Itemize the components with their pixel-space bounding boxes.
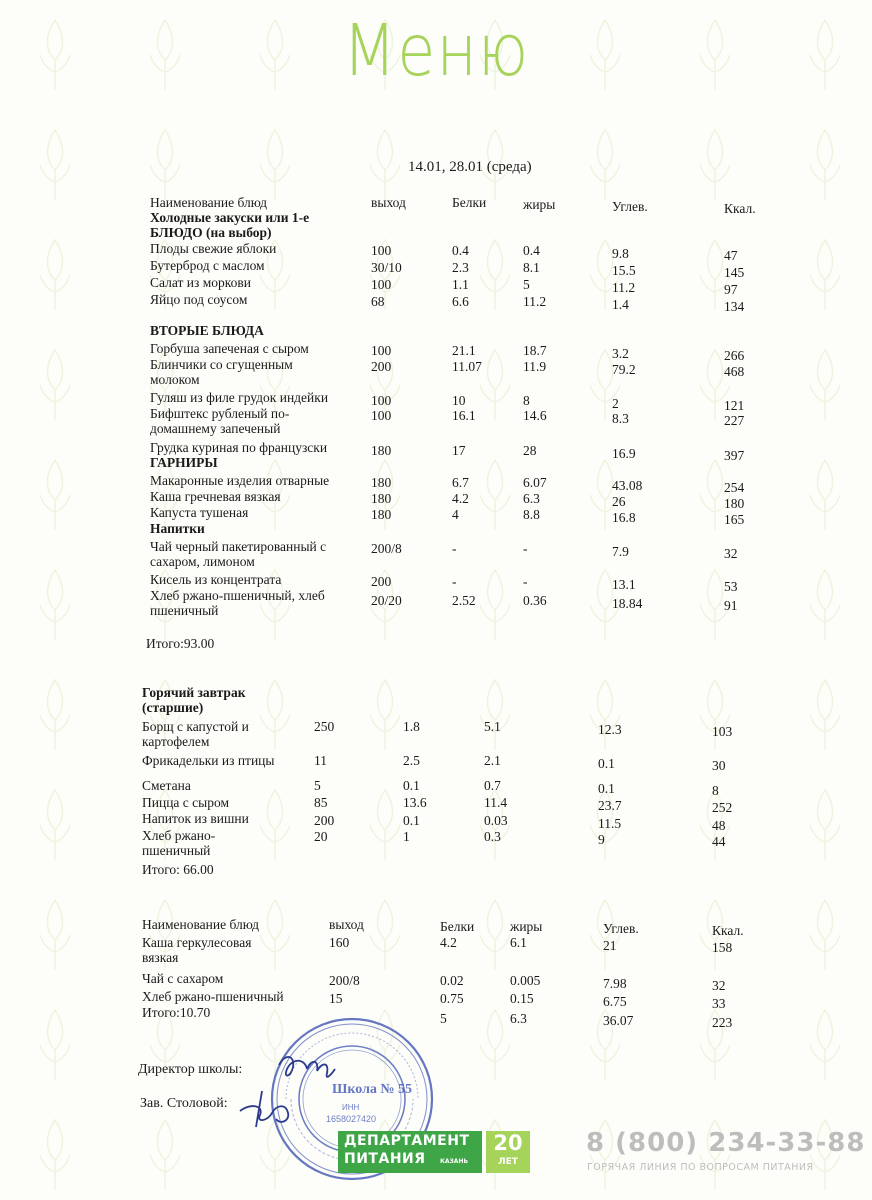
dish-name: пшеничный (142, 843, 211, 858)
dish-carbs: 9.8 (612, 246, 629, 261)
dish-kcal: 103 (712, 724, 733, 739)
dish-portion: 20/20 (371, 593, 402, 608)
dish-fat: 0.36 (523, 593, 547, 608)
dish-fat: 2.1 (484, 753, 501, 768)
dish-protein: 2.5 (403, 753, 420, 768)
dish-fat: 5.1 (484, 719, 501, 734)
dish-portion: 100 (371, 243, 392, 258)
department-logo (338, 1131, 534, 1173)
section-heading-hot-breakfast: Горячий завтрак (142, 685, 246, 700)
dish-fat: 18.7 (523, 343, 547, 358)
dish-name: Макаронные изделия отварные (150, 473, 330, 488)
dish-carbs: 0.1 (598, 781, 615, 796)
department-badge (338, 1131, 482, 1173)
section-heading-drinks: Напитки (150, 521, 205, 536)
dish-portion: 100 (371, 343, 392, 358)
department-name-line1: ДЕПАРТАМЕНТ (344, 1133, 470, 1149)
dish-kcal: 33 (712, 996, 726, 1011)
dish-name: Чай черный пакетированный с (150, 539, 327, 554)
dish-protein: 0.1 (403, 813, 420, 828)
dish-name: Салат из моркови (150, 275, 251, 290)
dish-name: Капуста тушеная (150, 505, 249, 520)
dish-protein: 0.75 (440, 991, 464, 1006)
dish-fat: - (523, 574, 528, 589)
dish-protein: - (452, 541, 457, 556)
dish-name: Бифштекс рубленый по- (150, 406, 290, 421)
dish-fat: 28 (523, 443, 537, 458)
section-heading-cold: БЛЮДО (на выбор) (150, 225, 272, 240)
dish-protein: 0.4 (452, 243, 469, 258)
dish-protein: 0.02 (440, 973, 464, 988)
dish-name: сахаром, лимоном (150, 554, 255, 569)
column-header-fat: жиры (510, 919, 543, 934)
column-header-carbs: Углев. (612, 199, 648, 214)
dish-carbs: 11.5 (598, 816, 622, 831)
dish-portion: 200 (314, 813, 335, 828)
dish-fat: 8.1 (523, 260, 540, 275)
section-heading-second: ВТОРЫЕ БЛЮДА (150, 323, 264, 338)
dish-fat: 0.3 (484, 829, 501, 844)
dish-name: Хлеб ржано-пшеничный, хлеб (150, 588, 325, 603)
dish-fat: 0.7 (484, 778, 501, 793)
column-header-carbs: Углев. (603, 921, 639, 936)
dish-carbs: 0.1 (598, 756, 615, 771)
dish-portion: 20 (314, 829, 328, 844)
dish-carbs: 16.8 (612, 510, 636, 525)
dish-portion: 180 (371, 507, 392, 522)
dish-fat: 6.07 (523, 475, 547, 490)
dish-protein: 21.1 (452, 343, 476, 358)
dish-name: Пицца с сыром (142, 795, 230, 810)
dish-protein: - (452, 574, 457, 589)
column-header-kcal: Ккал. (712, 923, 744, 938)
dish-name: Борщ с капустой и (142, 719, 249, 734)
dish-protein: 1.1 (452, 277, 469, 292)
dish-portion: 180 (371, 443, 392, 458)
dish-kcal: 266 (724, 348, 745, 363)
dish-fat: 8.8 (523, 507, 540, 522)
dish-carbs: 18.84 (612, 596, 643, 611)
dish-kcal: 254 (724, 480, 745, 495)
hotline-phone: 8 (800) 234-33-88 (586, 1128, 866, 1158)
dish-kcal: 53 (724, 579, 738, 594)
menu-date: 14.01, 28.01 (среда) (408, 159, 532, 175)
years-badge (486, 1131, 530, 1173)
dish-protein: 6.7 (452, 475, 469, 490)
dish-carbs: 7.9 (612, 544, 629, 559)
column-header-kcal: Ккал. (724, 201, 756, 216)
total-protein: 5 (440, 1011, 447, 1026)
dish-kcal: 145 (724, 265, 745, 280)
section-total: Итого:93.00 (146, 636, 215, 651)
dish-fat: 11.9 (523, 359, 547, 374)
dish-carbs: 15.5 (612, 263, 636, 278)
dish-fat: 11.4 (484, 795, 508, 810)
dish-protein: 1 (403, 829, 410, 844)
years-text: ЛЕТ (498, 1157, 518, 1167)
director-label: Директор школы: (138, 1062, 243, 1077)
dish-kcal: 468 (724, 364, 745, 379)
dish-name: Сметана (142, 778, 191, 793)
dish-portion: 180 (371, 475, 392, 490)
column-header-name: Наименование блюд (150, 195, 268, 210)
dish-portion: 200/8 (371, 541, 402, 556)
dish-kcal: 134 (724, 299, 745, 314)
dish-kcal: 397 (724, 448, 745, 463)
dish-carbs: 79.2 (612, 362, 636, 377)
years-number: 20 (493, 1131, 523, 1155)
dish-protein: 2.52 (452, 593, 476, 608)
dish-kcal: 91 (724, 598, 738, 613)
dish-name: картофелем (142, 734, 210, 749)
dish-name: Напиток из вишни (142, 811, 249, 826)
total-kcal: 223 (712, 1015, 733, 1030)
dish-kcal: 30 (712, 758, 726, 773)
dish-carbs: 21 (603, 938, 617, 953)
stamp-inn-label: ИНН (342, 1103, 360, 1112)
dish-name: Грудка куриная по французски (150, 440, 328, 455)
dish-name: Чай с сахаром (142, 971, 224, 986)
dish-name: Гуляш из филе грудок индейки (150, 390, 329, 405)
column-header-portion: выход (329, 917, 364, 932)
dish-protein: 1.8 (403, 719, 420, 734)
dish-fat: 8 (523, 393, 530, 408)
dish-name: пшеничный (150, 603, 219, 618)
section-total: Итого:10.70 (142, 1005, 211, 1020)
dish-carbs: 1.4 (612, 297, 629, 312)
dish-kcal: 8 (712, 783, 719, 798)
column-header-fat: жиры (523, 197, 556, 212)
dish-carbs: 12.3 (598, 722, 622, 737)
column-header-name: Наименование блюд (142, 917, 260, 932)
column-header-protein: Белки (452, 195, 487, 210)
dish-carbs: 3.2 (612, 346, 629, 361)
dish-carbs: 16.9 (612, 446, 636, 461)
dish-fat: 11.2 (523, 294, 547, 309)
dish-carbs: 8.3 (612, 411, 629, 426)
dish-fat: 6.3 (523, 491, 540, 506)
dish-portion: 100 (371, 408, 392, 423)
column-header-portion: выход (371, 195, 406, 210)
dish-fat: 0.4 (523, 243, 540, 258)
dish-name: Горбуша запеченая с сыром (150, 341, 309, 356)
dish-kcal: 252 (712, 800, 733, 815)
column-header-protein: Белки (440, 919, 475, 934)
dish-carbs: 13.1 (612, 577, 636, 592)
dish-name: Блинчики со сгущенным (150, 357, 293, 372)
dish-kcal: 48 (712, 818, 726, 833)
dish-kcal: 165 (724, 512, 745, 527)
dish-kcal: 180 (724, 496, 745, 511)
dish-portion: 85 (314, 795, 328, 810)
dish-kcal: 32 (712, 978, 726, 993)
total-carbs: 36.07 (603, 1013, 634, 1028)
dish-portion: 180 (371, 491, 392, 506)
dish-protein: 11.07 (452, 359, 482, 374)
dish-portion: 200 (371, 359, 392, 374)
dish-name: Кисель из концентрата (150, 572, 282, 587)
hotline-caption: ГОРЯЧАЯ ЛИНИЯ ПО ВОПРОСАМ ПИТАНИЯ (587, 1162, 814, 1173)
dish-name: молоком (150, 372, 200, 387)
canteen-label: Зав. Столовой: (140, 1096, 228, 1111)
dish-carbs: 7.98 (603, 976, 627, 991)
dish-portion: 200/8 (329, 973, 360, 988)
dish-kcal: 227 (724, 413, 745, 428)
stamp-inn-number: 1658027420 (326, 1114, 377, 1124)
dish-portion: 200 (371, 574, 392, 589)
dish-name: домашнему запеченый (150, 421, 281, 436)
dish-name: Фрикадельки из птицы (142, 753, 275, 768)
dish-carbs: 6.75 (603, 994, 627, 1009)
dish-fat: 0.15 (510, 991, 534, 1006)
department-name-line2: ПИТАНИЯ (344, 1151, 426, 1167)
dish-carbs: 43.08 (612, 478, 643, 493)
dish-protein: 16.1 (452, 408, 476, 423)
dish-name: Хлеб ржано- (142, 828, 216, 843)
dish-portion: 100 (371, 393, 392, 408)
dish-name: Каша геркулесовая (142, 935, 252, 950)
dish-name: Яйцо под соусом (150, 292, 248, 307)
dish-kcal: 44 (712, 834, 726, 849)
dish-protein: 6.6 (452, 294, 469, 309)
dish-portion: 5 (314, 778, 321, 793)
dish-name: Плоды свежие яблоки (150, 241, 277, 256)
dish-kcal: 47 (724, 248, 738, 263)
section-heading-hot-breakfast: (старшие) (142, 700, 204, 715)
canteen-signature (232, 1085, 312, 1135)
dish-fat: 14.6 (523, 408, 547, 423)
dish-portion: 15 (329, 991, 343, 1006)
dish-name: Бутерброд с маслом (150, 258, 265, 273)
dish-portion: 11 (314, 753, 327, 768)
dish-carbs: 11.2 (612, 280, 636, 295)
dish-fat: 0.03 (484, 813, 508, 828)
dish-fat: - (523, 541, 528, 556)
dish-fat: 5 (523, 277, 530, 292)
dish-portion: 30/10 (371, 260, 402, 275)
total-fat: 6.3 (510, 1011, 527, 1026)
dish-protein: 4.2 (452, 491, 469, 506)
dish-protein: 2.3 (452, 260, 469, 275)
dish-protein: 0.1 (403, 778, 420, 793)
dish-portion: 100 (371, 277, 392, 292)
dish-kcal: 121 (724, 398, 745, 413)
dish-protein: 17 (452, 443, 466, 458)
dish-protein: 4.2 (440, 935, 457, 950)
section-heading-cold: Холодные закуски или 1-е (150, 210, 310, 225)
dish-kcal: 32 (724, 546, 738, 561)
section-total: Итого: 66.00 (142, 862, 214, 877)
department-city: КАЗАНЬ (440, 1158, 469, 1165)
dish-protein: 4 (452, 507, 459, 522)
dish-portion: 250 (314, 719, 335, 734)
dish-carbs: 9 (598, 832, 605, 847)
dish-name: Каша гречневая вязкая (150, 489, 281, 504)
page-title: Меню (342, 8, 530, 93)
dish-protein: 10 (452, 393, 466, 408)
section-heading-sides: ГАРНИРЫ (150, 455, 218, 470)
dish-kcal: 158 (712, 940, 733, 955)
dish-fat: 0.005 (510, 973, 541, 988)
dish-portion: 160 (329, 935, 350, 950)
dish-name: вязкая (142, 950, 179, 965)
stamp-school-name: Школа № 55 (332, 1082, 412, 1097)
dish-carbs: 26 (612, 494, 626, 509)
dish-name: Хлеб ржано-пшеничный (142, 989, 284, 1004)
dish-carbs: 23.7 (598, 798, 622, 813)
dish-fat: 6.1 (510, 935, 527, 950)
dish-carbs: 2 (612, 396, 619, 411)
dish-portion: 68 (371, 294, 385, 309)
dish-kcal: 97 (724, 282, 738, 297)
dish-protein: 13.6 (403, 795, 427, 810)
